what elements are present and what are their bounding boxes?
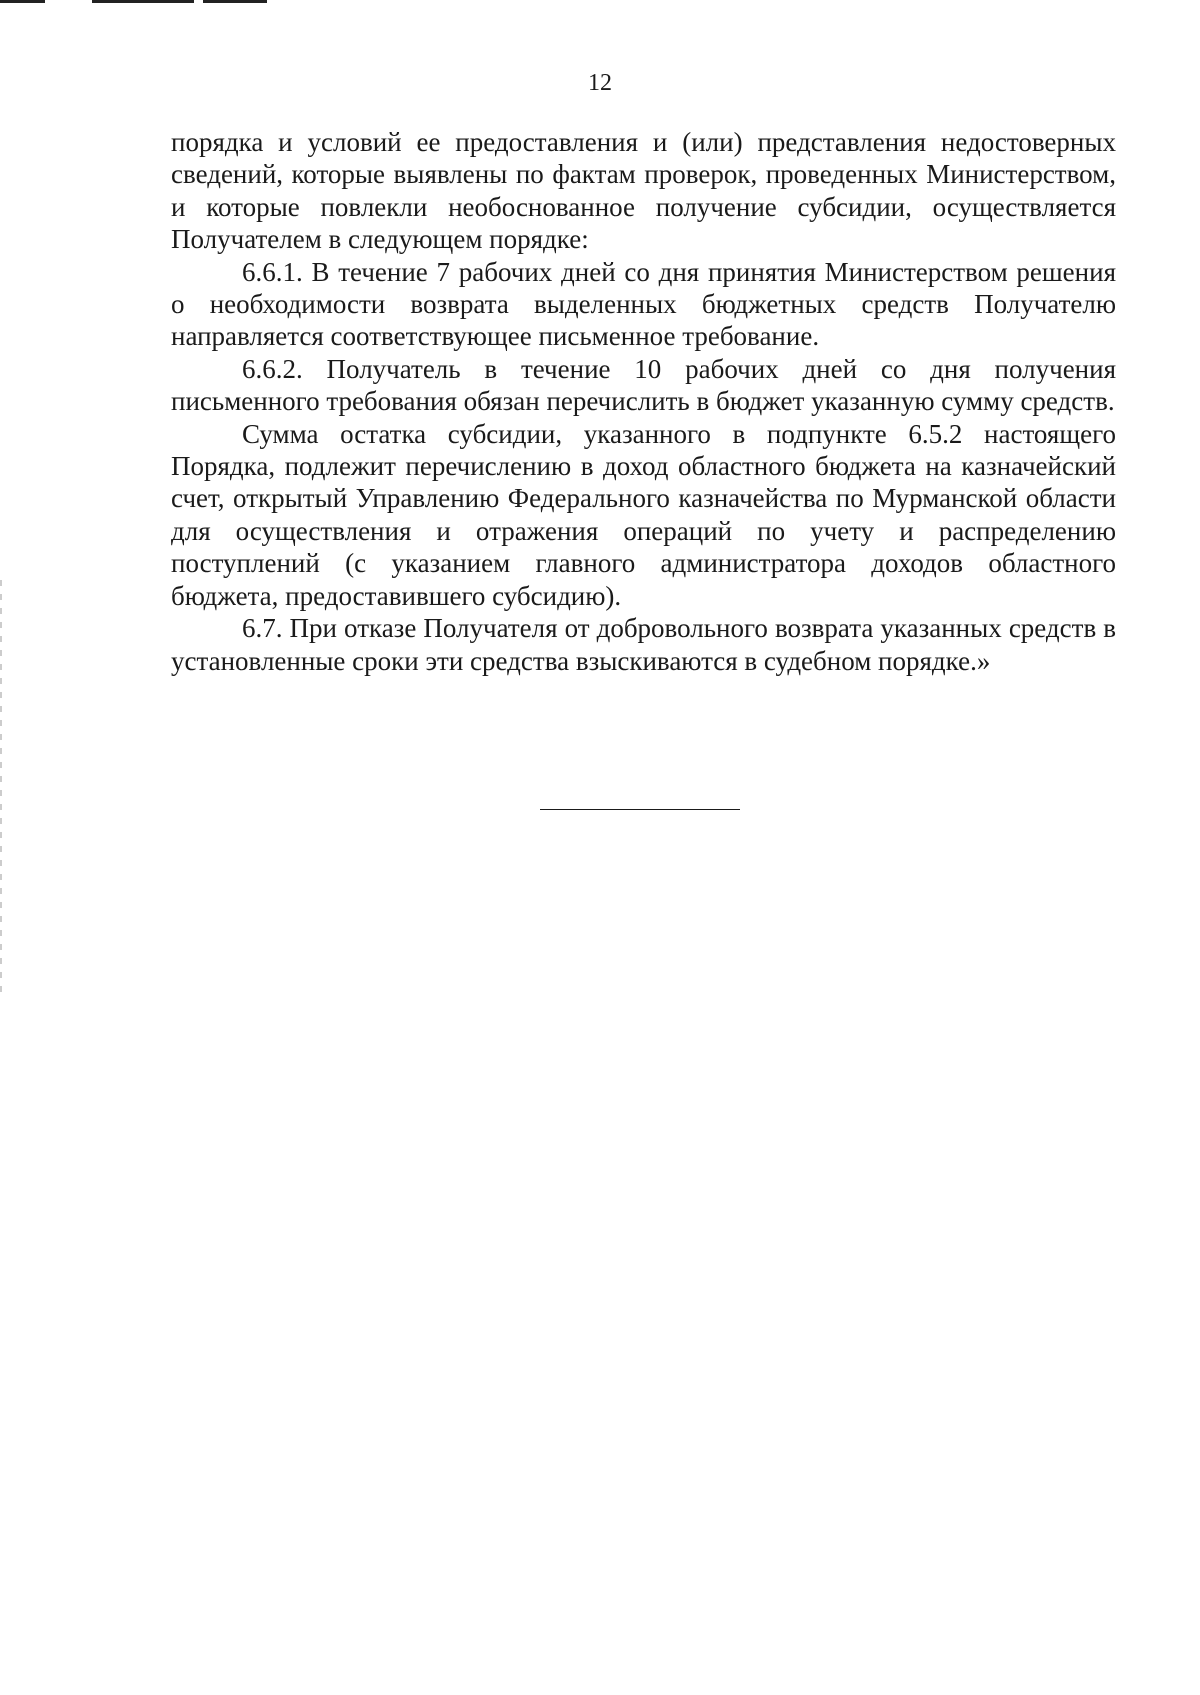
scan-artifacts	[0, 0, 1200, 12]
document-body	[171, 126, 1116, 677]
paragraph-subsidy-remainder: Сумма остатка субсидии, указанного в подпункте 6.5.2 настоящего Порядка, подлежит перечислению в доход областного бюджета на казначейский счет, открытый Управлению Федерального казначейства по Мурманской области для осуществления и отражения операций по учету и распределению поступлений (с указанием главного администратора доходов областного бюджета, предоставившего субсидию).	[171, 418, 1116, 611]
paragraph-6-7: 6.7. При отказе Получателя от добровольного возврата указанных средств в установленные сроки эти средства взыскиваются в судебном порядке.»	[171, 613, 1116, 676]
scan-edge-shadow	[0, 580, 2, 1000]
scan-mark	[92, 0, 194, 3]
paragraph-6-6-1: 6.6.1. В течение 7 рабочих дней со дня принятия Министерством решения о необходимости возврата выделенных бюджетных средств Получателю направляется соответствующее письменное требование.	[171, 256, 1116, 352]
scan-mark	[203, 0, 267, 3]
paragraph-6-6-2: 6.6.2. Получатель в течение 10 рабочих дней со дня получения письменного требования обязан перечислить в бюджет указанную сумму средств.	[171, 353, 1116, 417]
closing-rule	[540, 809, 740, 810]
page-number: 12	[588, 70, 612, 96]
paragraph-continuation: порядка и условий ее предоставления и (или) представления недостоверных сведений, которые выявлены по фактам проверок, проведенных Министерством, и которые повлекли необоснованное получение субсидии, осуществляется Получателем в следующем порядке:	[171, 127, 1116, 255]
scan-mark	[0, 0, 45, 3]
